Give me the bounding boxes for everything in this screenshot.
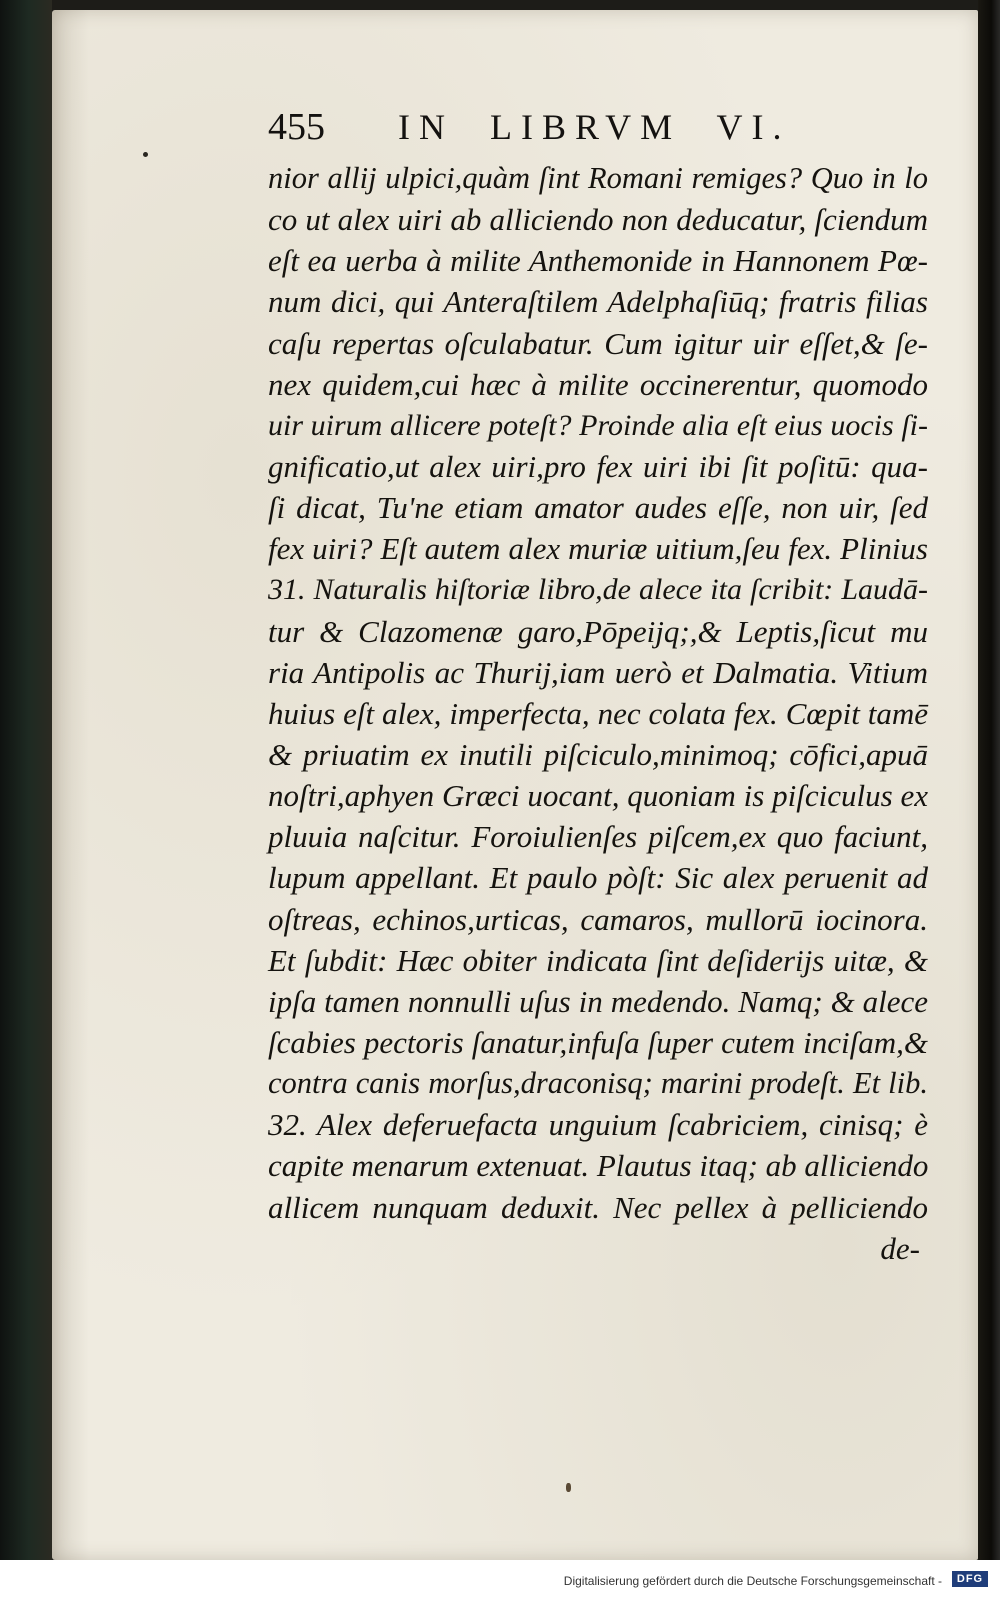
- text-line: co ut alex uiri ab alliciendo non deducatur, ſciendum: [268, 202, 928, 238]
- dfg-logo: DFG: [952, 1571, 988, 1587]
- funding-credit: Digitalisierung gefördert durch die Deutsche Forschungsgemeinschaft -: [563, 1574, 942, 1588]
- running-head: IN LIBRVM VI.: [398, 107, 791, 147]
- body-text: [268, 158, 928, 1269]
- text-line: capite menarum extenuat. Plautus itaq; ab alliciendo: [268, 1148, 929, 1184]
- text-line: oſtreas, echinos,urticas, camaros, mullorū iocinora.: [268, 901, 928, 937]
- page-number: 455: [268, 106, 325, 148]
- text-line: ſcabies pectoris ſanatur,infuſa ſuper cutem inciſam,&: [268, 1024, 928, 1060]
- book-gutter-edge: [0, 0, 52, 1599]
- text-line: ipſa tamen nonnulli uſus in medendo. Namq; & alece: [268, 983, 928, 1019]
- text-line: 31. Naturalis hiſtoriæ libro,de alece ita ſcribit: Laudā-: [268, 573, 928, 607]
- text-line: contra canis morſus,draconisq; marini prodeſt. Et lib.: [268, 1066, 928, 1101]
- text-line: lupum appellant. Et paulo pòſt: Sic alex peruenit ad: [268, 860, 928, 896]
- text-line: gnificatio,ut alex uiri,pro fex uiri ibi ſit poſitū: qua-: [268, 448, 928, 484]
- text-line: nior allij ulpici,quàm ſint Romani remiges? Quo in lo: [268, 161, 928, 195]
- catchword-row: [268, 1228, 928, 1269]
- catchword: de-: [880, 1230, 920, 1266]
- text-line: uir uirum allicere poteſt? Proinde alia eſt eius uocis ſi-: [268, 408, 928, 442]
- book-fore-edge: [978, 0, 1000, 1560]
- text-line: allicem nunquam deduxit. Nec pellex à pelliciendo: [268, 1189, 928, 1225]
- text-line: fex uiri? Eſt autem alex muriæ uitium,ſeu fex. Plinius: [268, 531, 928, 567]
- text-line: tur & Clazomenæ garo,Pōpeijq;,& Leptis,ſicut mu: [268, 613, 928, 649]
- text-line: & priuatim ex inutili piſciculo,minimoq; cōfici,apuā: [268, 736, 928, 772]
- text-line: Et ſubdit: Hæc obiter indicata ſint deſiderijs uitæ, &: [268, 942, 928, 978]
- text-line: ria Antipolis ac Thurij,iam uerò et Dalmatia. Vitium: [268, 654, 928, 690]
- ink-speck: [566, 1483, 571, 1492]
- margin-speck: [143, 152, 148, 157]
- text-line: pluuia naſcitur. Foroiulienſes piſcem,ex quo faciunt,: [268, 819, 928, 855]
- text-line: nex quidem,cui hæc à milite occinerentur, quomodo: [268, 366, 928, 402]
- text-line: 32. Alex deferuefacta unguium ſcabriciem, cinisq; è: [268, 1107, 928, 1143]
- text-line: caſu repertas oſculabatur. Cum igitur uir eſſet,& ſe-: [268, 325, 928, 361]
- text-line: ſi dicat, Tu'ne etiam amator audes eſſe, non uir, ſed: [268, 490, 928, 526]
- page-header: [268, 104, 928, 150]
- text-line: eſt ea uerba à milite Anthemonide in Hannonem Pœ-: [268, 243, 928, 279]
- text-line: num dici, qui Anteraſtilem Adelphaſiūq; fratris filias: [268, 284, 928, 320]
- digitization-footer: [0, 1560, 1000, 1599]
- text-line: noſtri,aphyen Græci uocant, quoniam is piſciculus ex: [268, 778, 928, 814]
- text-line: huius eſt alex, imperfecta, nec colata fex. Cœpit tamē: [268, 695, 928, 731]
